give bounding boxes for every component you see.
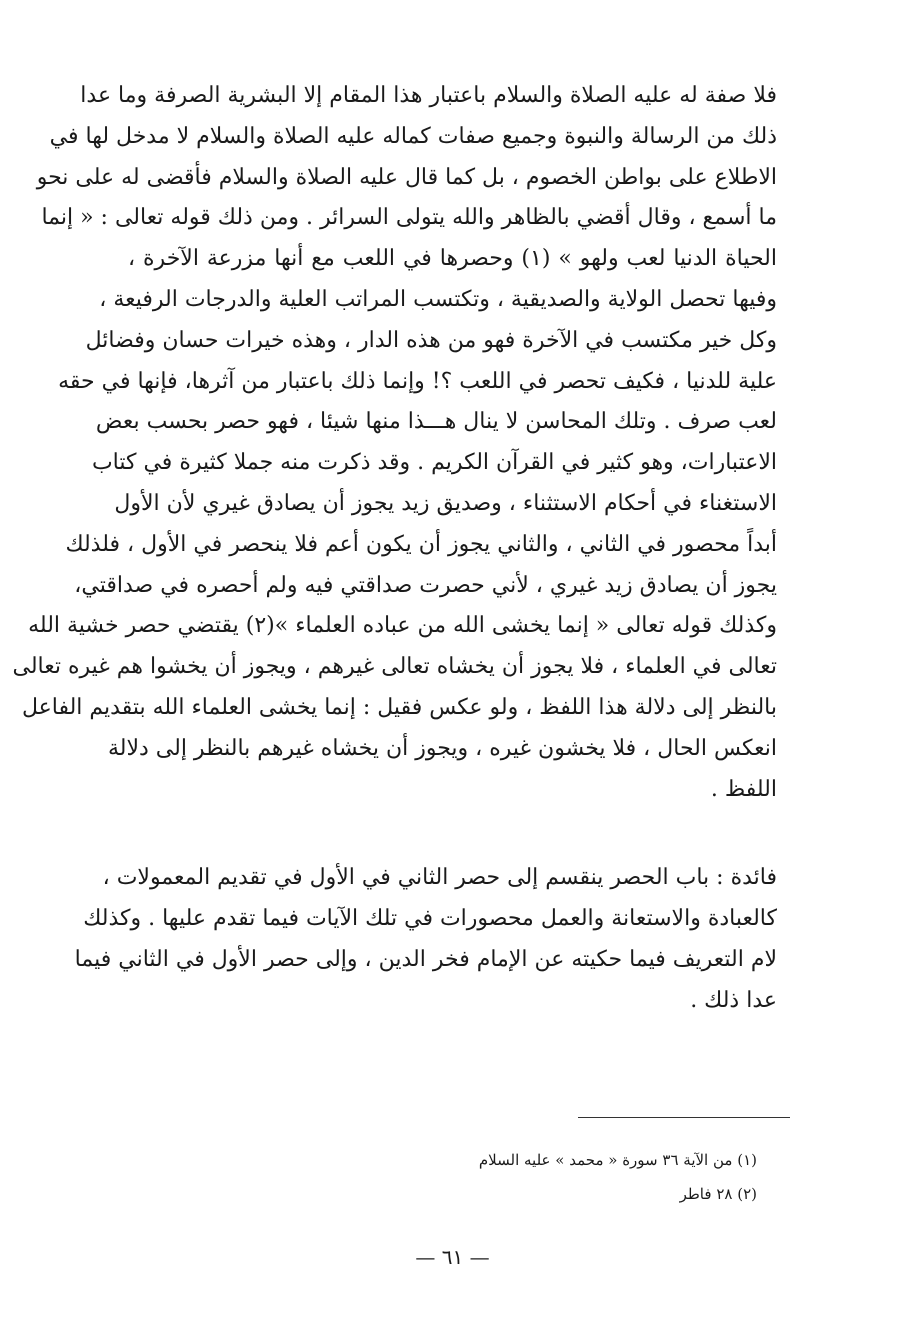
text-line: الاستغناء في أحكام الاستثناء ، وصديق زيد يجوز أن يصادق غيري لأن الأول — [114, 490, 777, 516]
text-line: اللفظ . — [710, 776, 777, 802]
page-number: — ٦١ — — [415, 1245, 490, 1269]
text-line: انعكس الحال ، فلا يخشون غيره ، ويجوز أن يخشاه غيرهم بالنظر إلى دلالة — [107, 735, 777, 761]
text-line: كالعبادة والاستعانة والعمل محصورات في تلك الآيات فيما تقدم عليها . وكذلك — [83, 906, 777, 932]
text-line: تعالى في العلماء ، فلا يجوز أن يخشاه تعالى غيرهم ، ويجوز أن يخشوا هم غيره تعالى — [12, 654, 777, 680]
main-text — [12, 76, 777, 1022]
text-line: وكذلك قوله تعالى « إنما يخشى الله من عباده العلماء »(٢) يقتضي حصر خشية الله — [28, 613, 777, 639]
footnote-2: (٢) ٢٨ فاطر — [679, 1185, 757, 1203]
footnote-1: (١) من الآية ٣٦ سورة « محمد » عليه السلام — [478, 1151, 757, 1169]
text-line: الاطلاع على بواطن الخصوم ، بل كما قال عليه الصلاة والسلام فأقضى له على نحو — [36, 164, 777, 190]
text-line: الحياة الدنيا لعب ولهو » (١) وحصرها في اللعب مع أنها مزرعة الآخرة ، — [128, 246, 777, 272]
paragraph-2 — [74, 858, 777, 1021]
footnote-separator — [578, 1117, 790, 1118]
text-line: وكل خير مكتسب في الآخرة فهو من هذه الدار ، وهذه خيرات حسان وفضائل — [85, 327, 777, 353]
text-line: عدا ذلك . — [690, 987, 777, 1013]
text-line: فائدة : باب الحصر ينقسم إلى حصر الثاني في الأول في تقديم المعمولات ، — [102, 865, 777, 891]
text-line: ما أسمع ، وقال أقضي بالظاهر والله يتولى السرائر . ومن ذلك قوله تعالى : « إنما — [41, 205, 777, 231]
text-line: يجوز أن يصادق زيد غيري ، لأني حصرت صداقتي فيه ولم أحصره في صداقتي، — [74, 572, 777, 598]
footnotes — [337, 1143, 757, 1211]
text-line: لعب صرف . وتلك المحاسن لا ينال هـــذا منها شيئا ، فهو حصر بحسب بعض — [95, 409, 777, 435]
text-line: بالنظر إلى دلالة هذا اللفظ ، ولو عكس فقيل : إنما يخشى العلماء الله بتقديم الفاعل — [21, 694, 777, 720]
paragraph-gap — [128, 810, 777, 858]
text-line: ذلك من الرسالة والنبوة وجميع صفات كماله عليه الصلاة والسلام لا مدخل لها في — [49, 123, 777, 149]
text-line: وفيها تحصل الولاية والصديقية ، وتكتسب المراتب العلية والدرجات الرفيعة ، — [99, 286, 777, 312]
text-line: الاعتبارات، وهو كثير في القرآن الكريم . وقد ذكرت منه جملا كثيرة في كتاب — [91, 450, 777, 476]
text-line: فلا صفة له عليه الصلاة والسلام باعتبار هذا المقام إلا البشرية الصرفة وما عدا — [80, 83, 777, 108]
text-line: علية للدنيا ، فكيف تحصر في اللعب ؟! وإنما ذلك باعتبار من آثرها، فإنها في حقه — [58, 368, 777, 394]
text-line: أبداً محصور في الثاني ، والثاني يجوز أن يكون أعم فلا ينحصر في الأول ، فلذلك — [65, 531, 777, 557]
paragraph-1 — [12, 76, 777, 810]
text-line: لام التعريف فيما حكيته عن الإمام فخر الدين ، وإلى حصر الأول في الثاني فيما — [74, 946, 777, 972]
